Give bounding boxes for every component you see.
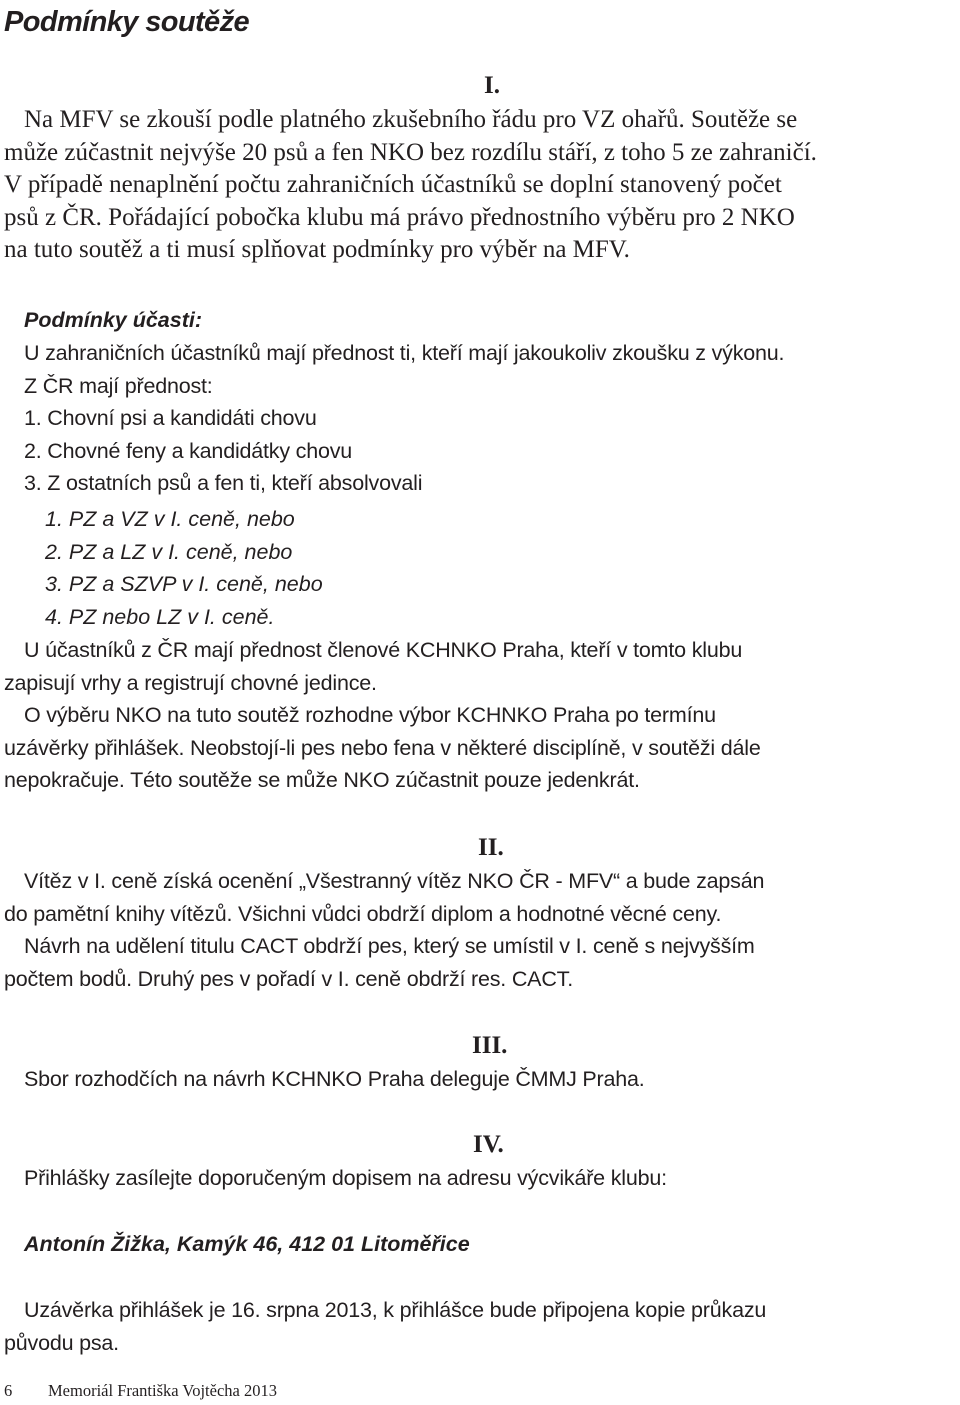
- text-line: Na MFV se zkouší podle platného zkušebního řádu pro VZ ohařů. Soutěže se: [24, 106, 798, 133]
- list-item: 3. Z ostatních psů a fen ti, kteří absolvovali: [24, 471, 423, 496]
- conditions-list: [24, 337, 784, 500]
- text-line: uzávěrky přihlášek. Neobstojí-li pes nebo fena v některé disciplíně, v soutěži dále: [4, 735, 761, 760]
- text-line: nepokračuje. Této soutěže se může NKO zúčastnit pouze jedenkrát.: [4, 768, 640, 793]
- page-title: Podmínky soutěže: [4, 6, 250, 38]
- deadline-paragraph: [4, 1294, 766, 1359]
- text-line: Uzávěrka přihlášek je 16. srpna 2013, k přihlášce bude připojena kopie průkazu: [24, 1298, 767, 1322]
- publication-name: Memoriál Františka Vojtěcha 2013: [48, 1381, 277, 1400]
- text-line: Z ČR mají přednost:: [24, 373, 213, 398]
- list-item: 4. PZ nebo LZ v I. ceně.: [45, 604, 275, 629]
- list-item: 3. PZ a SZVP v I. ceně, nebo: [45, 572, 323, 597]
- text-line: O výběru NKO na tuto soutěž rozhodne výbor KCHNKO Praha po termínu: [24, 703, 716, 728]
- text-line: počtem bodů. Druhý pes v pořadí v I. ceně obdrží res. CACT.: [4, 966, 573, 991]
- text-line: Vítěz v I. ceně získá ocenění „Všestranný vítěz NKO ČR - MFV“ a bude zapsán: [24, 869, 765, 893]
- list-item: 2. PZ a LZ v I. ceně, nebo: [45, 539, 293, 564]
- conditions-heading: Podmínky účasti:: [24, 308, 203, 332]
- list-item: 1. Chovní psi a kandidáti chovu: [24, 406, 317, 431]
- section-1-paragraph: [4, 104, 817, 267]
- text-line: může zúčastnit nejvýše 20 psů a fen NKO bez rozdílu stáří, z toho 5 ze zahraničí.: [4, 138, 817, 166]
- text-line: na tuto soutěž a ti musí splňovat podmínky pro výběr na MFV.: [4, 236, 630, 263]
- text-line: Sbor rozhodčích na návrh KCHNKO Praha deleguje ČMMJ Praha.: [24, 1067, 645, 1091]
- text-line: Návrh na udělení titulu CACT obdrží pes, který se umístil v I. ceně s nejvyšším: [24, 934, 755, 959]
- text-line: psů z ČR. Pořádající pobočka klubu má právo přednostního výběru pro 2 NKO: [4, 203, 795, 231]
- text-line: původu psa.: [4, 1330, 119, 1355]
- section-3-heading: III.: [472, 1032, 508, 1059]
- text-line: U účastníků z ČR mají přednost členové KCHNKO Praha, kteří v tomto klubu: [24, 638, 743, 662]
- text-line: U zahraničních účastníků mají přednost ti, kteří mají jakoukoliv zkoušku z výkonu.: [24, 341, 785, 365]
- conditions-paragraph: [4, 634, 761, 797]
- text-line: zapisují vrhy a registrují chovné jedince.: [4, 670, 377, 695]
- section-2-paragraph: [4, 865, 764, 995]
- section-3-paragraph: [24, 1063, 645, 1096]
- section-4-intro: Přihlášky zasílejte doporučeným dopisem na adresu výcvikáře klubu:: [24, 1166, 667, 1190]
- address: Antonín Žižka, Kamýk 46, 412 01 Litoměřice: [24, 1232, 470, 1256]
- section-1-heading: I.: [484, 72, 500, 99]
- text-line: V případě nenaplnění počtu zahraničních účastníků se doplní stanovený počet: [4, 171, 782, 198]
- section-2-heading: II.: [478, 834, 504, 861]
- page-number: 6: [4, 1381, 13, 1400]
- conditions-sublist: [45, 503, 323, 633]
- list-item: 2. Chovné feny a kandidátky chovu: [24, 438, 353, 463]
- section-4-heading: IV.: [473, 1131, 504, 1158]
- text-line: do pamětní knihy vítězů. Všichni vůdci obdrží diplom a hodnotné věcné ceny.: [4, 901, 722, 926]
- list-item: 1. PZ a VZ v I. ceně, nebo: [45, 507, 295, 531]
